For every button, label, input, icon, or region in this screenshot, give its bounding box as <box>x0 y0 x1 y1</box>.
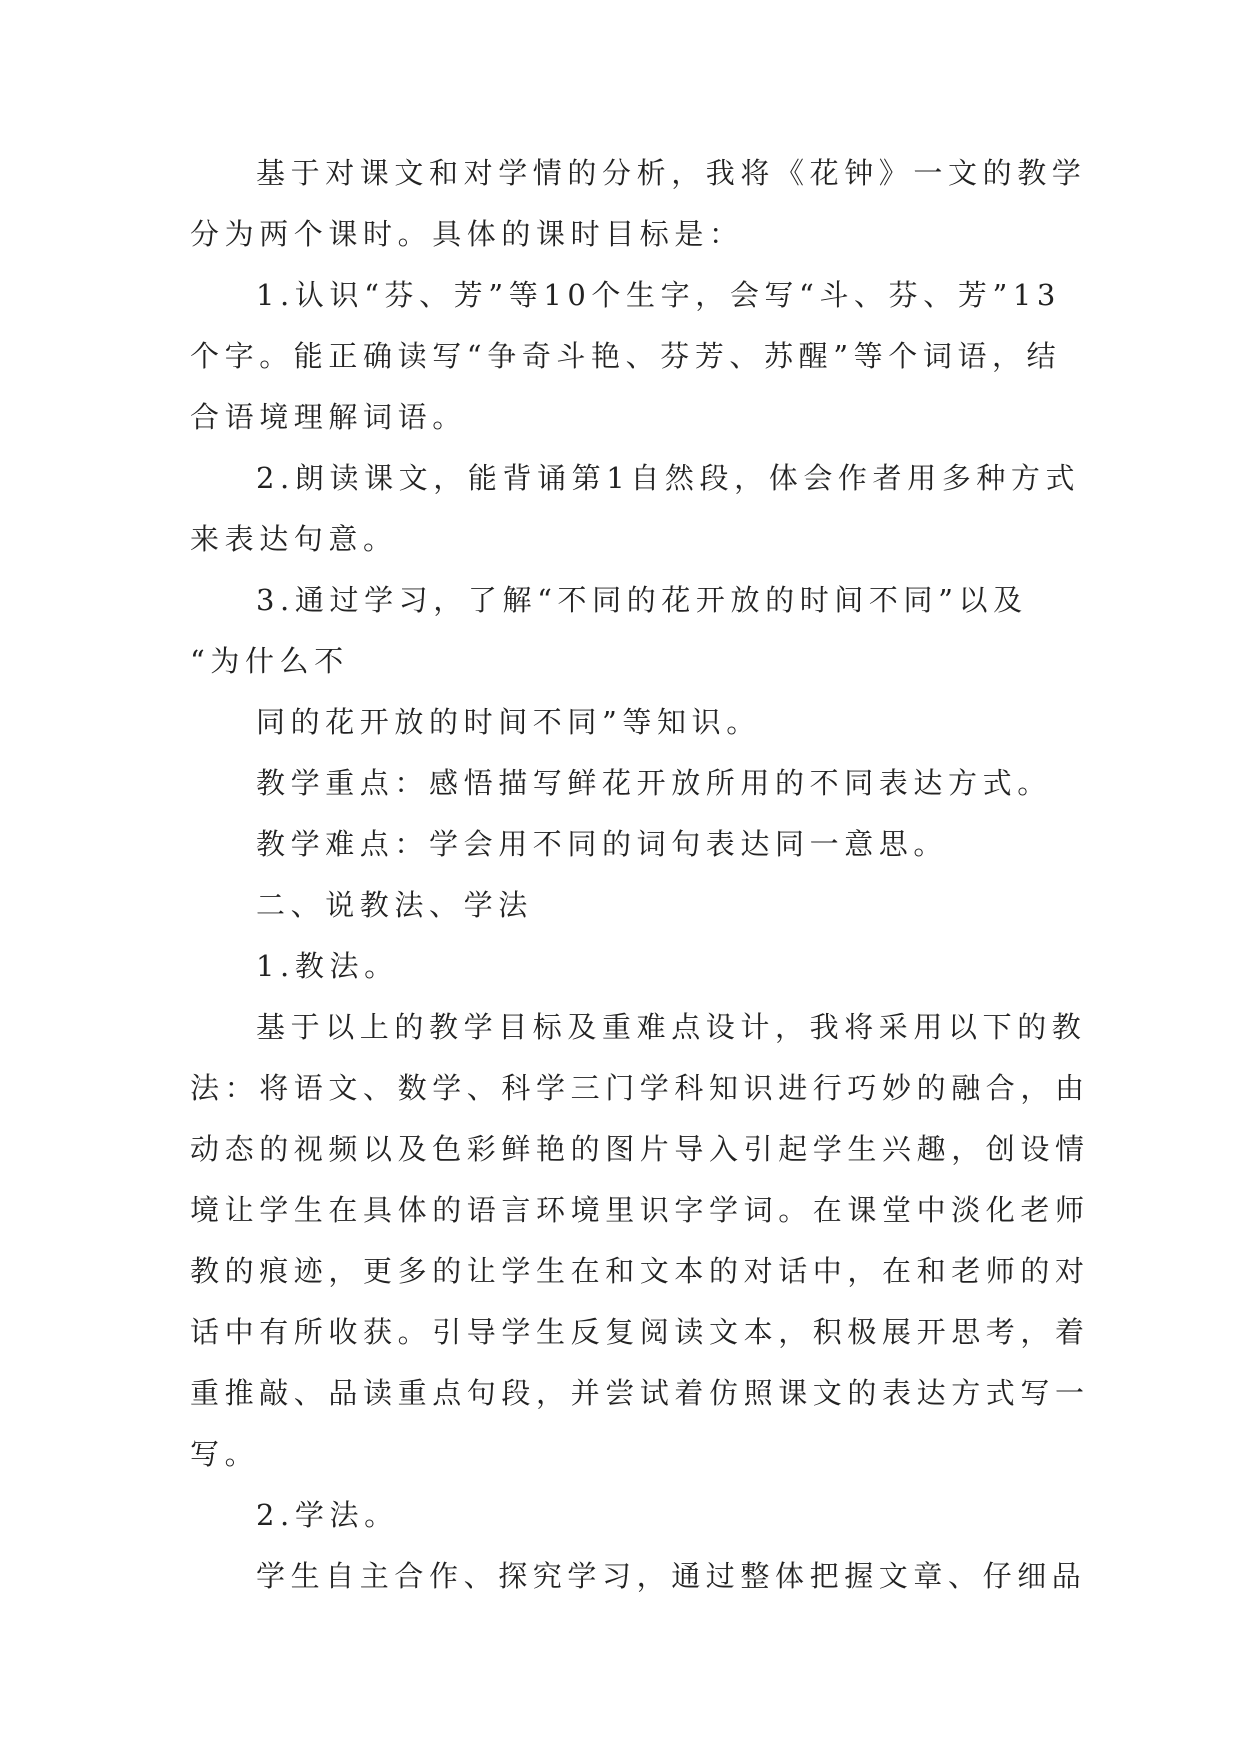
text-line: 教学难点：学会用不同的词句表达同一意思。 <box>256 827 949 861</box>
text-line: 教学重点：感悟描写鲜花开放所用的不同表达方式。 <box>256 766 1052 800</box>
subsection-heading: 2.学法。 <box>256 1498 399 1532</box>
text-line: 基于以上的教学目标及重难点设计，我将采用以下的教 <box>256 1010 1087 1044</box>
text-line: 合语境理解词语。 <box>190 400 467 434</box>
document-page <box>190 156 1090 1622</box>
text-line: 同的花开放的时间不同”等知识。 <box>256 705 761 739</box>
text-line: 分为两个课时。具体的课时目标是： <box>190 217 744 251</box>
text-line: 动态的视频以及色彩鲜艳的图片导入引起学生兴趣，创设情 <box>190 1132 1090 1166</box>
text-line: 基于对课文和对学情的分析，我将《花钟》一文的教学 <box>256 156 1087 190</box>
text-line: 重推敲、品读重点句段，并尝试着仿照课文的表达方式写一 <box>190 1376 1090 1410</box>
text-line: “为什么不 <box>190 644 349 678</box>
text-line: 教的痕迹，更多的让学生在和文本的对话中，在和老师的对 <box>190 1254 1090 1288</box>
text-line: 法：将语文、数学、科学三门学科知识进行巧妙的融合，由 <box>190 1071 1090 1105</box>
text-line: 来表达句意。 <box>190 522 398 556</box>
text-line: 个字。能正确读写“争奇斗艳、芬芳、苏醒”等个词语，结 <box>190 339 1062 373</box>
section-heading: 二、说教法、学法 <box>256 888 533 922</box>
subsection-heading: 1.教法。 <box>256 949 399 983</box>
text-line: 话中有所收获。引导学生反复阅读文本，积极展开思考，着 <box>190 1315 1090 1349</box>
text-line: 2.朗读课文，能背诵第1自然段，体会作者用多种方式 <box>256 461 1081 495</box>
text-line: 境让学生在具体的语言环境里识字学词。在课堂中淡化老师 <box>190 1193 1090 1227</box>
text-line: 写。 <box>190 1437 260 1471</box>
text-line: 3.通过学习，了解“不同的花开放的时间不同”以及 <box>256 583 1028 617</box>
text-line: 1.认识“芬、芳”等10个生字，会写“斗、芬、芳”13 <box>256 278 1061 312</box>
text-line: 学生自主合作、探究学习，通过整体把握文章、仔细品 <box>256 1559 1087 1593</box>
